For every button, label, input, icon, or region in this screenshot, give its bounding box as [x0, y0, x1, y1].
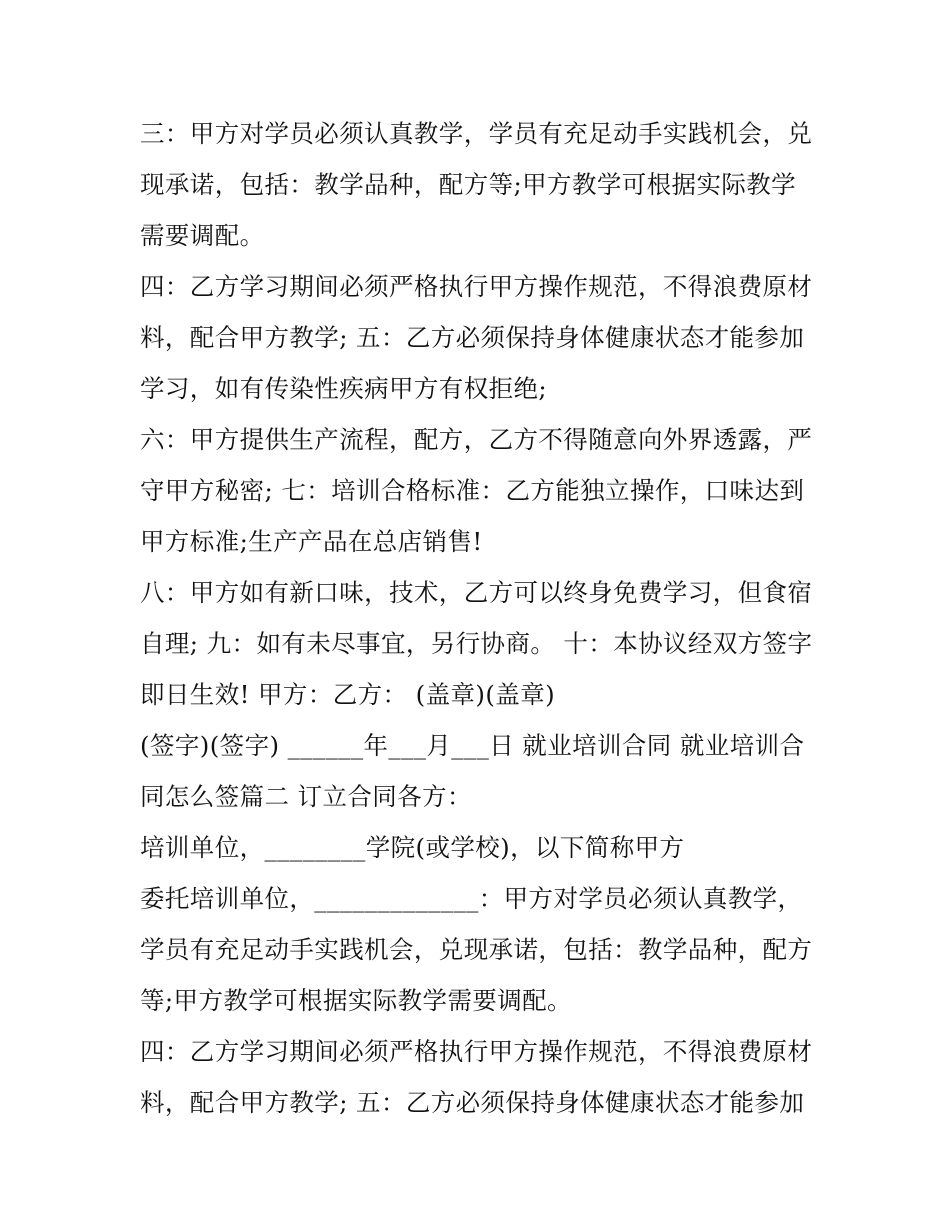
text-line: 自理; 九：如有未尽事宜，另行协商。 十：本协议经双方签字 — [140, 629, 813, 658]
text-line: 等;甲方教学可根据实际教学需要调配。 — [140, 986, 572, 1015]
text-line: 六：甲方提供生产流程，配方，乙方不得随意向外界透露，严 — [140, 425, 813, 454]
text-line: 需要调配。 — [140, 221, 265, 250]
text-line: 四：乙方学习期间必须严格执行甲方操作规范，不得浪费原材 — [140, 272, 813, 301]
text-line: 同怎么签篇二 订立合同各方： — [140, 782, 472, 811]
text-line: 现承诺，包括：教学品种，配方等;甲方教学可根据实际教学 — [140, 170, 797, 199]
text-line: 料，配合甲方教学; 五：乙方必须保持身体健康状态才能参加 — [140, 1088, 805, 1117]
text-line: 料，配合甲方教学; 五：乙方必须保持身体健康状态才能参加 — [140, 323, 805, 352]
text-line: 守甲方秘密; 七：培训合格标准：乙方能独立操作，口味达到 — [140, 476, 805, 505]
text-line: 委托培训单位，_____________：甲方对学员必须认真教学， — [140, 884, 803, 913]
text-line: 甲方标准;生产产品在总店销售! — [140, 527, 483, 556]
text-line: 三：甲方对学员必须认真教学，学员有充足动手实践机会，兑 — [140, 119, 813, 148]
text-line: 八：甲方如有新口味，技术，乙方可以终身免费学习，但食宿 — [140, 578, 813, 607]
document-body — [140, 108, 820, 1128]
text-line: 学员有充足动手实践机会，兑现承诺，包括：教学品种，配方 — [140, 935, 813, 964]
text-line: 学习，如有传染性疾病甲方有权拒绝; — [140, 374, 548, 403]
text-line: (签字)(签字) ______年___月___日 就业培训合同 就业培训合 — [140, 731, 805, 760]
text-line: 即日生效! 甲方：乙方： (盖章)(盖章) — [140, 680, 556, 709]
text-line: 四：乙方学习期间必须严格执行甲方操作规范，不得浪费原材 — [140, 1037, 813, 1066]
text-line: 培训单位，________学院(或学校)，以下简称甲方 — [140, 833, 685, 862]
